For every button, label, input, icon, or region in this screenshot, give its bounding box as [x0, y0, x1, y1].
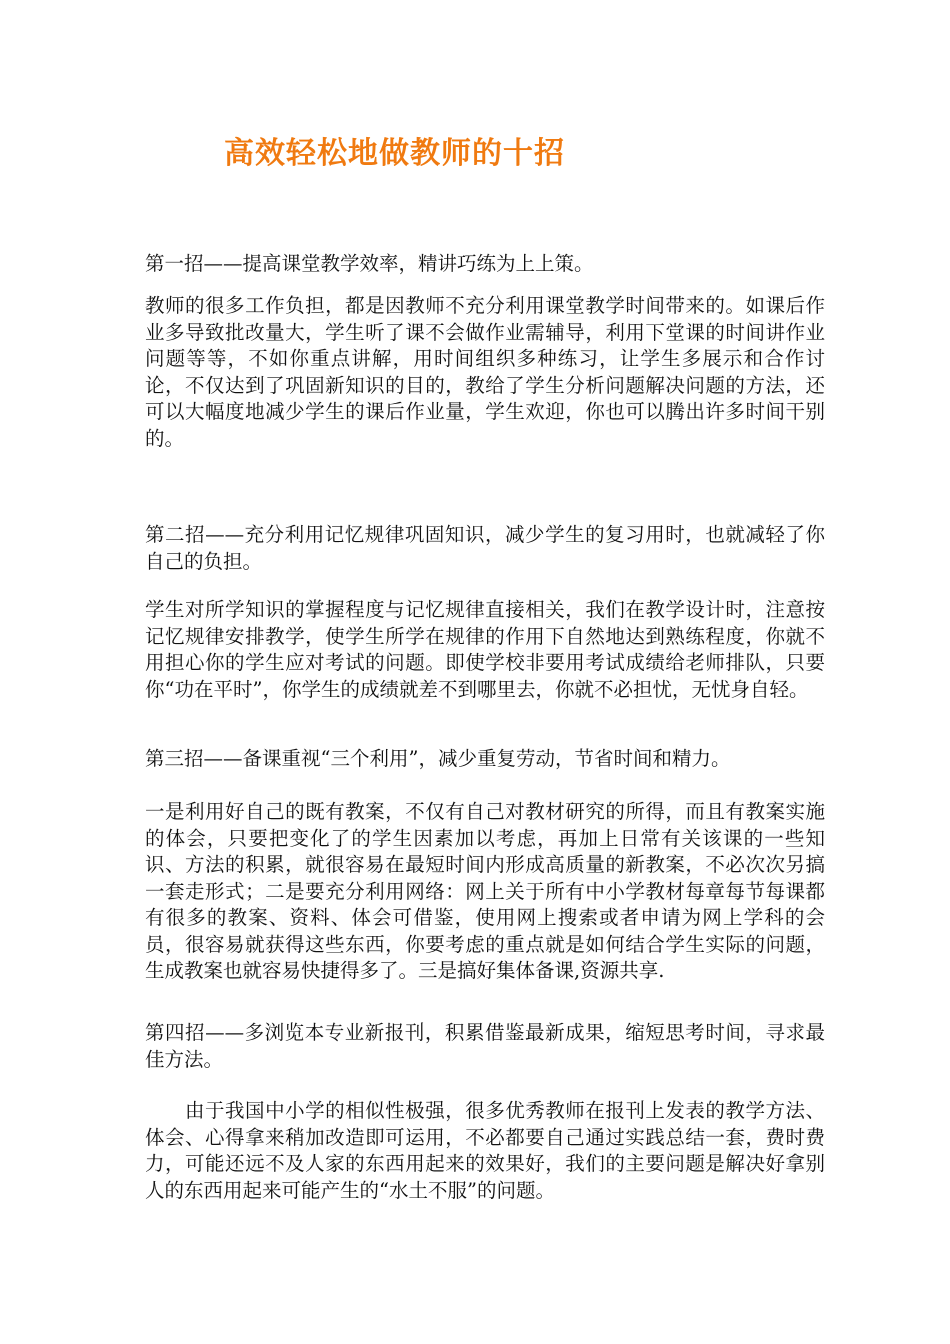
paragraph-tip-4-heading: 第四招——多浏览本专业新报刊，积累借鉴最新成果，缩短思考时间，寻求最佳方法。: [145, 1021, 825, 1071]
document-title: 高效轻松地做教师的十招: [224, 136, 565, 171]
paragraph-tip-1-heading: 第一招——提高课堂教学效率，精讲巧练为上上策。: [145, 252, 594, 275]
paragraph-tip-2-heading: 第二招——充分利用记忆规律巩固知识，减少学生的复习用时，也就减轻了你自己的负担。: [145, 523, 825, 573]
paragraph-tip-4-body: 由于我国中小学的相似性极强，很多优秀教师在报刊上发表的教学方法、体会、心得拿来稍加改造即可运用，不必都要自己通过实践总结一套，费时费力，可能还远不及人家的东西用起来的效果好，我们的主要问题是解决好拿别人的东西用起来可能产生的“水土不服”的问题。: [145, 1099, 825, 1202]
paragraph-tip-3-body: 一是利用好自己的既有教案，不仅有自己对教材研究的所得，而且有教案实施的体会，只要把变化了的学生因素加以考虑，再加上日常有关该课的一些知识、方法的积累，就很容易在最短时间内形成高质量的新教案，不必次次另搞一套走形式；二是要充分利用网络：网上关于所有中小学教材每章每节每课都有很多的教案、资料、体会可借鉴，使用网上搜索或者申请为网上学科的会员，很容易就获得这些东西，你要考虑的重点就是如何结合学生实际的问题，生成教案也就容易快捷得多了。三是搞好集体备课,资源共享.: [145, 800, 825, 982]
paragraph-tip-3-heading: 第三招——备课重视“三个利用”，减少重复劳动，节省时间和精力。: [145, 747, 731, 770]
paragraph-tip-1-body: 教师的很多工作负担，都是因教师不充分利用课堂教学时间带来的。如课后作业多导致批改量大，学生听了课不会做作业需辅导，利用下堂课的时间讲作业问题等等，不如你重点讲解，用时间组织多种练习，让学生多展示和合作讨论，不仅达到了巩固新知识的目的，教给了学生分析问题解决问题的方法，还可以大幅度地减少学生的课后作业量，学生欢迎，你也可以腾出许多时间干别的。: [145, 294, 825, 450]
paragraph-tip-2-body: 学生对所学知识的掌握程度与记忆规律直接相关，我们在教学设计时，注意按记忆规律安排教学，使学生所学在规律的作用下自然地达到熟练程度，你就不用担心你的学生应对考试的问题。即使学校非要用考试成绩给老师排队，只要你“功在平时”，你学生的成绩就差不到哪里去，你就不必担忧，无忧身自轻。: [145, 598, 825, 701]
